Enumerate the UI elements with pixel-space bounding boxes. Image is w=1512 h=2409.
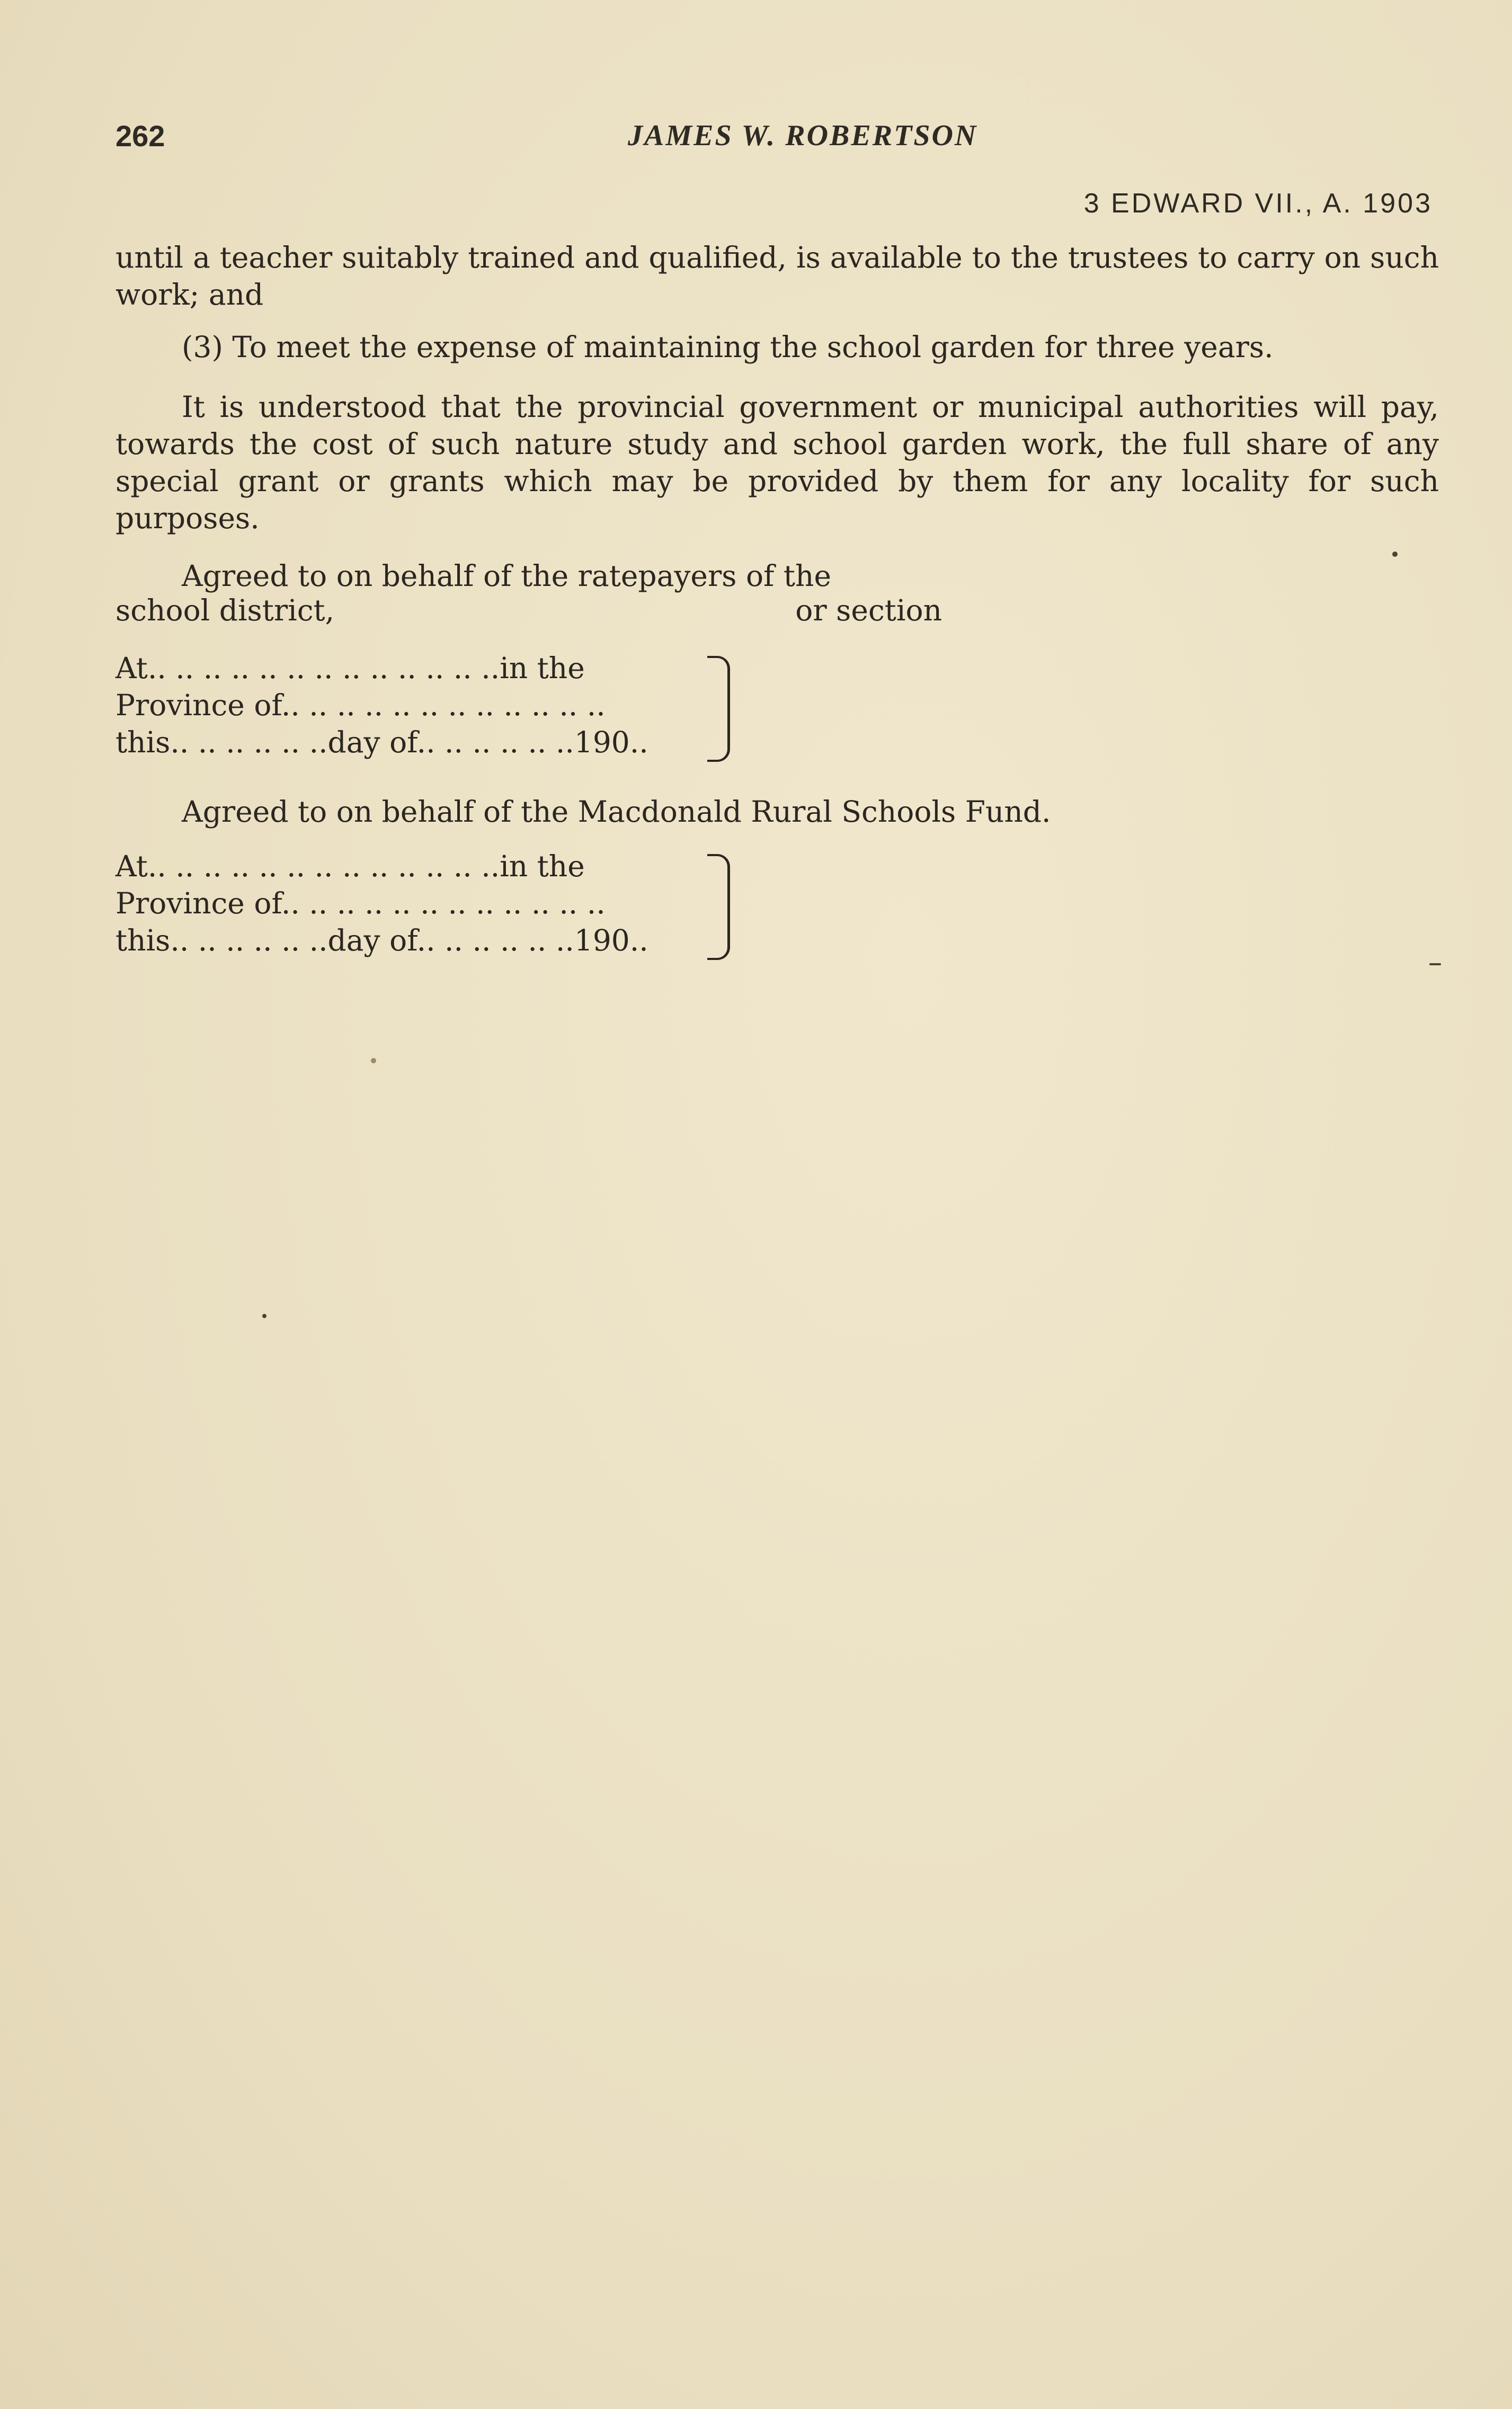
right-brace [707, 854, 730, 960]
sig-date-line: this.. .. .. .. .. ..day of.. .. .. .. .. ..190.. [115, 725, 648, 759]
paragraph-continuation: until a teacher suitably trained and qualified, is available to the trustees to carry on such work; and [115, 241, 1439, 312]
paper-speck [371, 1058, 376, 1063]
running-head: JAMES W. ROBERTSON [628, 119, 978, 152]
signature-block-ratepayers [115, 650, 857, 761]
sig-province-line: Province of.. .. .. .. .. .. .. .. .. .. .. .. [115, 688, 606, 722]
school-district-line [115, 593, 942, 627]
sig-date-line: this.. .. .. .. .. ..day of.. .. .. .. .. ..190.. [115, 923, 648, 957]
paragraph-understanding: It is understood that the provincial government or municipal authorities will pay, towards the cost of such nature study and school garden work, the full share of any special grant or grants which may be provided by them for any locality for such purposes. [115, 390, 1439, 535]
session-reference: 3 EDWARD VII., A. 1903 [1083, 188, 1433, 219]
signature-block-macdonald [115, 848, 857, 959]
or-section-label: or section [795, 593, 942, 627]
sig-at-line: At.. .. .. .. .. .. .. .. .. .. .. .. ..in the [115, 651, 585, 685]
paper-speck [1429, 963, 1441, 965]
school-district-label: school district, [115, 593, 335, 627]
paper-speck [262, 1314, 266, 1318]
page-number: 262 [115, 119, 165, 153]
agreed-macdonald-line: Agreed to on behalf of the Macdonald Rural Schools Fund. [182, 795, 1051, 829]
sig-province-line: Province of.. .. .. .. .. .. .. .. .. .. .. .. [115, 886, 606, 920]
paragraph-item-3: (3) To meet the expense of maintaining the school garden for three years. [182, 330, 1274, 364]
right-brace [707, 656, 730, 762]
paper-speck [1392, 552, 1398, 557]
agreed-ratepayers-line: Agreed to on behalf of the ratepayers of the [182, 559, 832, 593]
sig-at-line: At.. .. .. .. .. .. .. .. .. .. .. .. ..in the [115, 849, 585, 883]
